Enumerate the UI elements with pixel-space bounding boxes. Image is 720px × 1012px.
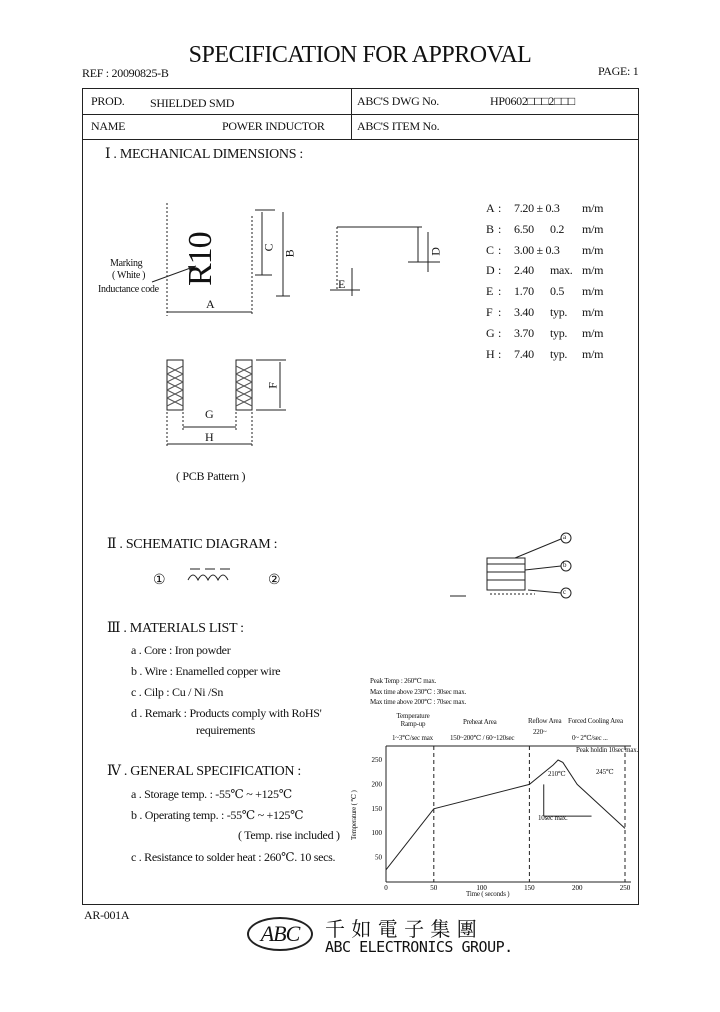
dimension-unit: m/m [582,325,604,340]
operating-temp: b . Operating temp. : -55℃ ~ +125℃ [131,808,304,822]
dimension-unit: m/m [582,346,604,361]
y-tick-label: 250 [371,756,382,764]
dimension-value: 7.20 ± 0.3 [514,201,560,215]
item-label: ABC'S ITEM No. [357,119,440,133]
x-tick-label: 50 [430,884,438,892]
dimension-unit: m/m [582,305,604,319]
dimension-value: 1.70 [514,284,534,299]
dimension-sep: : [498,346,502,361]
zone-cooling: Forced Cooling Area [568,717,623,725]
dimension-value: 3.40 [514,305,534,319]
material-core: a . Core : Iron powder [131,643,231,657]
y-tick-label: 200 [371,780,382,789]
material-remark: d . Remark : Products comply with RoHS' [131,706,322,720]
reflow-profile-line [386,760,625,870]
curve-label-210: 210℃ [548,770,566,778]
dimension-key: E [486,284,494,299]
dimension-sep: : [498,221,502,236]
dimension-sep: : [498,305,502,319]
solder-heat-resistance: c . Resistance to solder heat : 260℃. 10 secs. [131,850,336,864]
temp-rise-note: ( Temp. rise included ) [238,828,340,842]
material-clip: c . Cilp : Cu / Ni /Sn [131,685,224,699]
pcb-pattern-caption: ( PCB Pattern ) [176,469,246,483]
reflow-note-peak: Peak Temp : 260℃ max. [370,677,437,685]
material-remark-cont: requirements [196,723,256,737]
dimension-note: typ. [550,325,568,340]
dimension-sep: : [498,201,502,215]
dimension-key: G [486,325,495,340]
dim-label-h: H [205,430,214,444]
dim-label-e: E [338,277,346,291]
dimension-note: 0.2 [550,221,565,236]
storage-temp: a . Storage temp. : -55℃ ~ +125℃ [131,787,292,801]
callout-b: b [563,561,567,569]
prod-value: SHIELDED SMD [150,96,235,110]
dimension-sep: : [498,263,502,278]
dim-label-d: D [428,247,443,256]
prod-label: PROD. [91,94,125,108]
dimension-note: max. [550,263,573,278]
dim-label-c: C [261,243,276,252]
dimension-key: B [486,221,494,236]
x-tick-label: 150 [524,884,535,892]
y-tick-label: 150 [371,804,382,813]
dimension-value: 2.40 [514,263,534,278]
dimension-unit: m/m [582,263,604,278]
dwg-label: ABC'S DWG No. [357,94,439,108]
form-number: AR-001A [84,908,130,922]
y-tick-label: 100 [371,829,382,838]
x-tick-label: 0 [384,884,388,892]
section-heading-general: Ⅳ . GENERAL SPECIFICATION : [107,764,301,779]
callout-a: a [563,533,566,541]
pin-1: ① [153,573,166,588]
dimension-value: 6.50 [514,221,534,236]
reflow-note-230: Max time above 230℃ : 30sec max. [370,688,467,696]
dimension-note: 0.5 [550,284,565,299]
x-tick-label: 100 [476,884,487,892]
zone-ramp-rate: 1~3℃/sec max [392,734,433,742]
company-name-english: ABC ELECTRONICS GROUP. [325,938,513,956]
dim-label-f: F [265,382,280,389]
dimension-key: C [486,242,494,257]
dim-label-a: A [206,297,215,311]
dimension-unit: m/m [582,201,604,215]
dimension-value: 3.00 ± 0.3 [514,242,560,257]
peak-hold-label: Peak holdin 10sec max. [576,746,639,754]
material-wire: b . Wire : Enamelled copper wire [131,664,281,678]
section-heading-materials: Ⅲ . MATERIALS LIST : [107,621,244,636]
dimension-key: F [486,305,493,319]
dim-label-g: G [205,407,214,421]
dimension-sep: : [498,325,502,340]
ref-number: REF : 20090825-B [82,66,169,80]
dimension-sep: : [498,284,502,299]
dwg-value: HP0602□□□2□□□ [490,94,575,108]
dim-label-b: B [282,249,297,258]
zone-reflow-range: 220~ [533,728,547,736]
x-tick-label: 200 [571,884,583,892]
reflow-note-200: Max time above 200℃ : 70sec max. [370,698,467,706]
zone-preheat-range: 150~200℃ / 60~120sec [450,734,515,742]
x-tick-label: 250 [619,884,631,892]
curve-label-10sec: 10sec max. [538,814,568,822]
pin-2: ② [268,573,281,588]
curve-label-245: 245℃ [596,768,614,776]
dimension-key: H [486,346,495,361]
chart-xlabel: Time ( seconds ) [466,890,510,898]
marking-color: ( White ) [112,270,146,281]
inductance-code-label: Inductance code [98,284,159,295]
marking-label: Marking [110,258,143,269]
section-heading-mechanical: Ⅰ . MECHANICAL DIMENSIONS : [105,147,303,162]
name-label: NAME [91,119,126,133]
marking-code: R10 [182,232,219,286]
chart-ylabel: Temperature ( ℃ ) [350,790,358,840]
zone-reflow: Reflow Area [528,717,562,725]
zone-ramp-up: Temperature Ramp-up [396,712,430,728]
page-number: PAGE: 1 [598,64,639,78]
dimension-unit: m/m [582,284,604,299]
dimension-note: typ. [550,346,568,361]
page-title: SPECIFICATION FOR APPROVAL [188,42,532,68]
dimension-key: D [486,263,495,278]
dimension-value: 7.40 [514,346,534,361]
dimension-sep: : [498,242,502,257]
dimension-value: 3.70 [514,325,534,340]
company-logo: ABC [247,917,313,951]
company-name-chinese: 千 如 電 子 集 團 [325,917,477,941]
callout-c: c [563,588,566,596]
dimension-unit: m/m [582,221,604,236]
section-heading-schematic: Ⅱ . SCHEMATIC DIAGRAM : [107,537,278,552]
dimension-key: A [486,201,495,215]
dimension-note: typ. [550,305,568,319]
zone-cooling-rate: 0~ 2℃/sec ... [572,734,608,742]
dimension-unit: m/m [582,242,604,257]
y-tick-label: 50 [375,853,382,862]
zone-preheat: Preheat Area [463,718,497,726]
name-value: POWER INDUCTOR [222,119,325,133]
